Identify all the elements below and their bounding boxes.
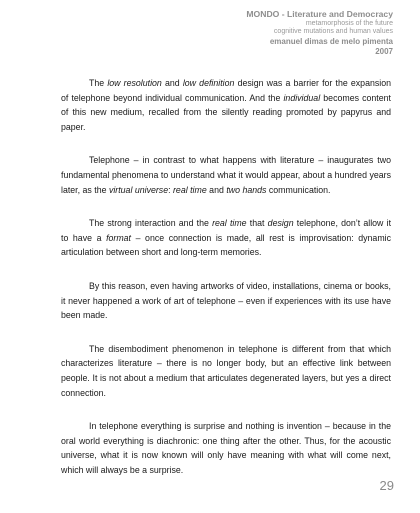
text-run: becomes content of this new medium, recalled from the silently reading promoted by papyrus and paper. xyxy=(61,92,391,132)
text-run: The xyxy=(89,78,108,88)
text-run: that xyxy=(246,218,268,229)
paragraph xyxy=(61,216,391,260)
italic-run: low resolution xyxy=(107,78,162,88)
text-run: and xyxy=(206,184,227,195)
text-run: communication. xyxy=(266,184,331,195)
text-run: – once connection is made, all rest is improvisation: dynamic articulation between short and long-term memories. xyxy=(61,232,391,258)
paragraph xyxy=(61,279,391,323)
italic-run: low definition xyxy=(182,78,235,88)
italic-run: real time xyxy=(173,184,207,195)
text-run: In telephone everything is surprise and nothing is invention – because in the oral world everything is diachronic: one thing after the other. Thus, for the acoustic universe, what it is now known will only have meaning with what will come next, which will always be a surprise. xyxy=(61,421,391,475)
italic-run: individual xyxy=(283,92,321,103)
text-run: Telephone – in contrast to what happens with literature – inaugurates two fundamental phenomena to understand what it would appear, about a hundred years later, as the xyxy=(61,155,391,195)
text-run: : xyxy=(168,184,173,195)
italic-run: two hands xyxy=(226,184,267,195)
text-run: The strong interaction and the xyxy=(89,218,213,229)
header-year: 2007 xyxy=(375,47,393,57)
header-author: emanuel dimas de melo pimenta xyxy=(269,37,393,47)
text-run: telephone, don’t allow it to have a xyxy=(61,218,392,243)
body-text xyxy=(61,76,391,477)
paragraph xyxy=(61,419,391,477)
paragraph xyxy=(61,342,391,400)
paragraph xyxy=(61,76,391,134)
italic-run: real time xyxy=(212,218,247,229)
header-subtitle-1: metamorphosis of the future xyxy=(305,19,393,27)
italic-run: virtual universe xyxy=(108,184,169,195)
page-number: 29 xyxy=(379,478,394,493)
text-run: design was a barrier for the expansion of telephone beyond individual communication. And the xyxy=(61,78,391,103)
text-run: The disembodiment phenomenon in telephone is different from that which characterizes literature – there is no longer body, but an effective link between people. It is not about a medium that articulates degenerated layers, but yes a direct connection. xyxy=(61,343,391,398)
text-run: and xyxy=(161,78,183,88)
italic-run: design xyxy=(267,218,294,229)
text-run: By this reason, even having artworks of video, installations, cinema or books, it never happened a work of art of telephone – even if experiences with its use have been made. xyxy=(61,280,391,321)
header-title: MONDO - Literature and Democracy xyxy=(246,9,393,19)
paragraph xyxy=(61,153,391,197)
header-subtitle-2: cognitive mutations and human values xyxy=(273,28,393,36)
running-header xyxy=(246,9,393,57)
italic-run: format xyxy=(106,232,131,243)
